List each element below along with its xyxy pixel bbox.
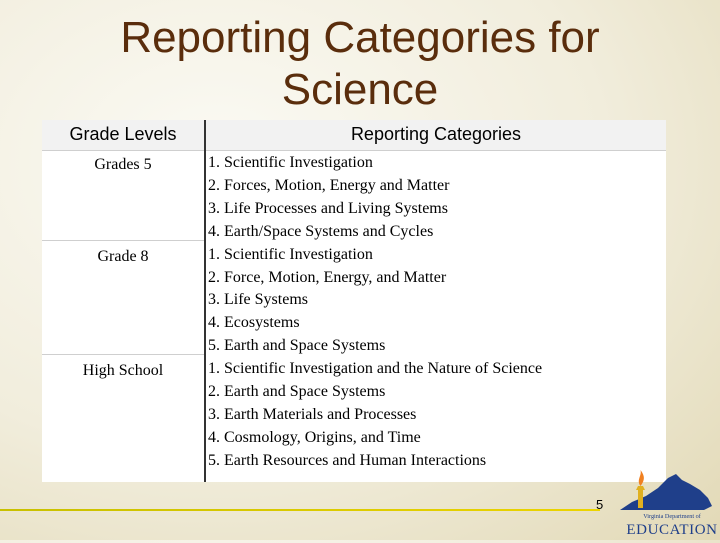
category-item: 3. Life Processes and Living Systems [208, 199, 448, 217]
row-divider-2 [42, 354, 204, 355]
category-item: 4. Cosmology, Origins, and Time [208, 428, 421, 446]
virginia-education-logo-icon [612, 466, 718, 538]
logo-small-text: Virginia Department of [643, 513, 701, 520]
vdoe-logo [612, 466, 718, 538]
reporting-categories-table [42, 120, 666, 482]
slide-title-line-1: Reporting Categories for [120, 13, 600, 62]
page-number: 5 [596, 497, 604, 512]
header-reporting-categories: Reporting Categories [350, 124, 522, 144]
category-item: 3. Earth Materials and Processes [208, 405, 417, 423]
category-item: 5. Earth Resources and Human Interactions [208, 451, 487, 469]
category-item: 1. Scientific Investigation [208, 154, 373, 171]
category-item: 4. Earth/Space Systems and Cycles [208, 222, 434, 240]
category-item: 1. Scientific Investigation and the Nature of Science [208, 360, 543, 378]
category-item: 3. Life Systems [208, 291, 308, 309]
category-item: 2. Forces, Motion, Energy and Matter [208, 176, 450, 194]
header-grade-levels: Grade Levels [69, 124, 177, 144]
category-list [208, 152, 542, 473]
slide-title [0, 12, 720, 116]
category-item: 2. Earth and Space Systems [208, 383, 386, 401]
footer-divider [0, 509, 600, 511]
column-divider [204, 120, 206, 482]
logo-big-text: EDUCATION [626, 522, 718, 538]
category-item: 2. Force, Motion, Energy, and Matter [208, 268, 447, 286]
grade-cell-high-school: High School [82, 362, 164, 379]
category-item: 5. Earth and Space Systems [208, 337, 386, 355]
grade-cell-5: Grades 5 [94, 156, 152, 173]
slide-title-line-2: Science [281, 65, 439, 114]
category-item: 1. Scientific Investigation [208, 245, 373, 263]
row-divider-1 [42, 240, 204, 241]
category-item: 4. Ecosystems [208, 314, 300, 332]
grade-cell-8: Grade 8 [97, 248, 149, 265]
